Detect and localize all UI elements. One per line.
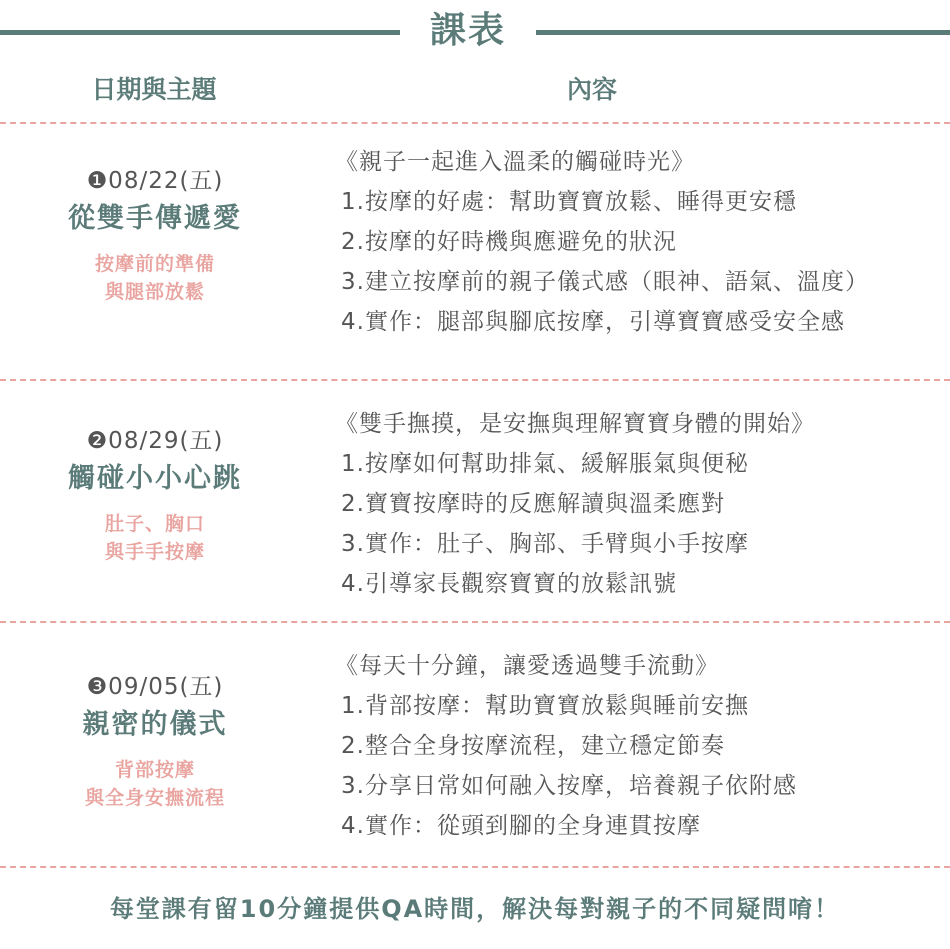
session-1-content bbox=[335, 142, 945, 342]
session-topic: 從雙手傳遞愛 bbox=[68, 203, 242, 234]
session-subtitle-line: 肚子、胸口 bbox=[104, 513, 205, 535]
content-item: 1.背部按摩：幫助寶寶放鬆與睡前安撫 bbox=[341, 693, 749, 719]
divider bbox=[0, 866, 950, 868]
session-2-summary bbox=[30, 426, 280, 566]
session-date: ❶08/22(五) bbox=[86, 168, 224, 194]
session-subtitle bbox=[30, 756, 280, 812]
session-subtitle bbox=[30, 510, 280, 566]
session-heading: 《親子一起進入溫柔的觸碰時光》 bbox=[335, 149, 695, 175]
column-header-content: 內容 bbox=[566, 75, 617, 104]
session-subtitle-line: 按摩前的準備 bbox=[94, 253, 215, 275]
content-item: 3.實作：肚子、胸部、手臂與小手按摩 bbox=[341, 531, 749, 557]
content-item: 4.實作：從頭到腳的全身連貫按摩 bbox=[341, 813, 701, 839]
session-heading: 《雙手撫摸，是安撫與理解寶寶身體的開始》 bbox=[335, 411, 815, 437]
session-topic: 觸碰小小心跳 bbox=[68, 463, 242, 494]
content-item: 3.建立按摩前的親子儀式感（眼神、語氣、溫度） bbox=[341, 269, 869, 295]
content-item: 1.按摩的好處：幫助寶寶放鬆、睡得更安穩 bbox=[341, 189, 797, 215]
content-item: 2.寶寶按摩時的反應解讀與溫柔應對 bbox=[341, 491, 725, 517]
session-topic: 親密的儀式 bbox=[82, 709, 228, 740]
content-item: 3.分享日常如何融入按摩，培養親子依附感 bbox=[341, 773, 797, 799]
title-rule-left bbox=[0, 30, 400, 35]
title-rule-right bbox=[536, 30, 950, 35]
session-date: ❷08/29(五) bbox=[86, 428, 224, 454]
session-1-summary bbox=[30, 166, 280, 306]
column-header-date-topic: 日期與主題 bbox=[91, 75, 217, 104]
divider bbox=[0, 379, 950, 381]
content-item: 2.整合全身按摩流程，建立穩定節奏 bbox=[341, 733, 725, 759]
session-heading: 《每天十分鐘，讓愛透過雙手流動》 bbox=[335, 653, 719, 679]
content-item: 4.實作：腿部與腳底按摩，引導寶寶感受安全感 bbox=[341, 309, 845, 335]
content-item: 1.按摩如何幫助排氣、緩解脹氣與便秘 bbox=[341, 451, 749, 477]
content-item: 2.按摩的好時機與應避免的狀況 bbox=[341, 229, 677, 255]
session-3-content bbox=[335, 646, 945, 846]
footer-note: 每堂課有留10分鐘提供QA時間，解決每對親子的不同疑問唷！ bbox=[109, 895, 841, 923]
divider bbox=[0, 621, 950, 623]
session-subtitle-line: 與全身安撫流程 bbox=[84, 787, 225, 809]
session-date: ❸09/05(五) bbox=[86, 674, 224, 700]
session-3-summary bbox=[30, 672, 280, 812]
session-subtitle bbox=[30, 250, 280, 306]
divider bbox=[0, 122, 950, 124]
content-item: 4.引導家長觀察寶寶的放鬆訊號 bbox=[341, 571, 677, 597]
session-subtitle-line: 背部按摩 bbox=[114, 759, 195, 781]
session-subtitle-line: 與手手按摩 bbox=[104, 541, 205, 563]
page-title: 課表 bbox=[429, 10, 506, 51]
session-2-content bbox=[335, 404, 945, 604]
title-row bbox=[0, 8, 950, 54]
session-subtitle-line: 與腿部放鬆 bbox=[104, 281, 205, 303]
